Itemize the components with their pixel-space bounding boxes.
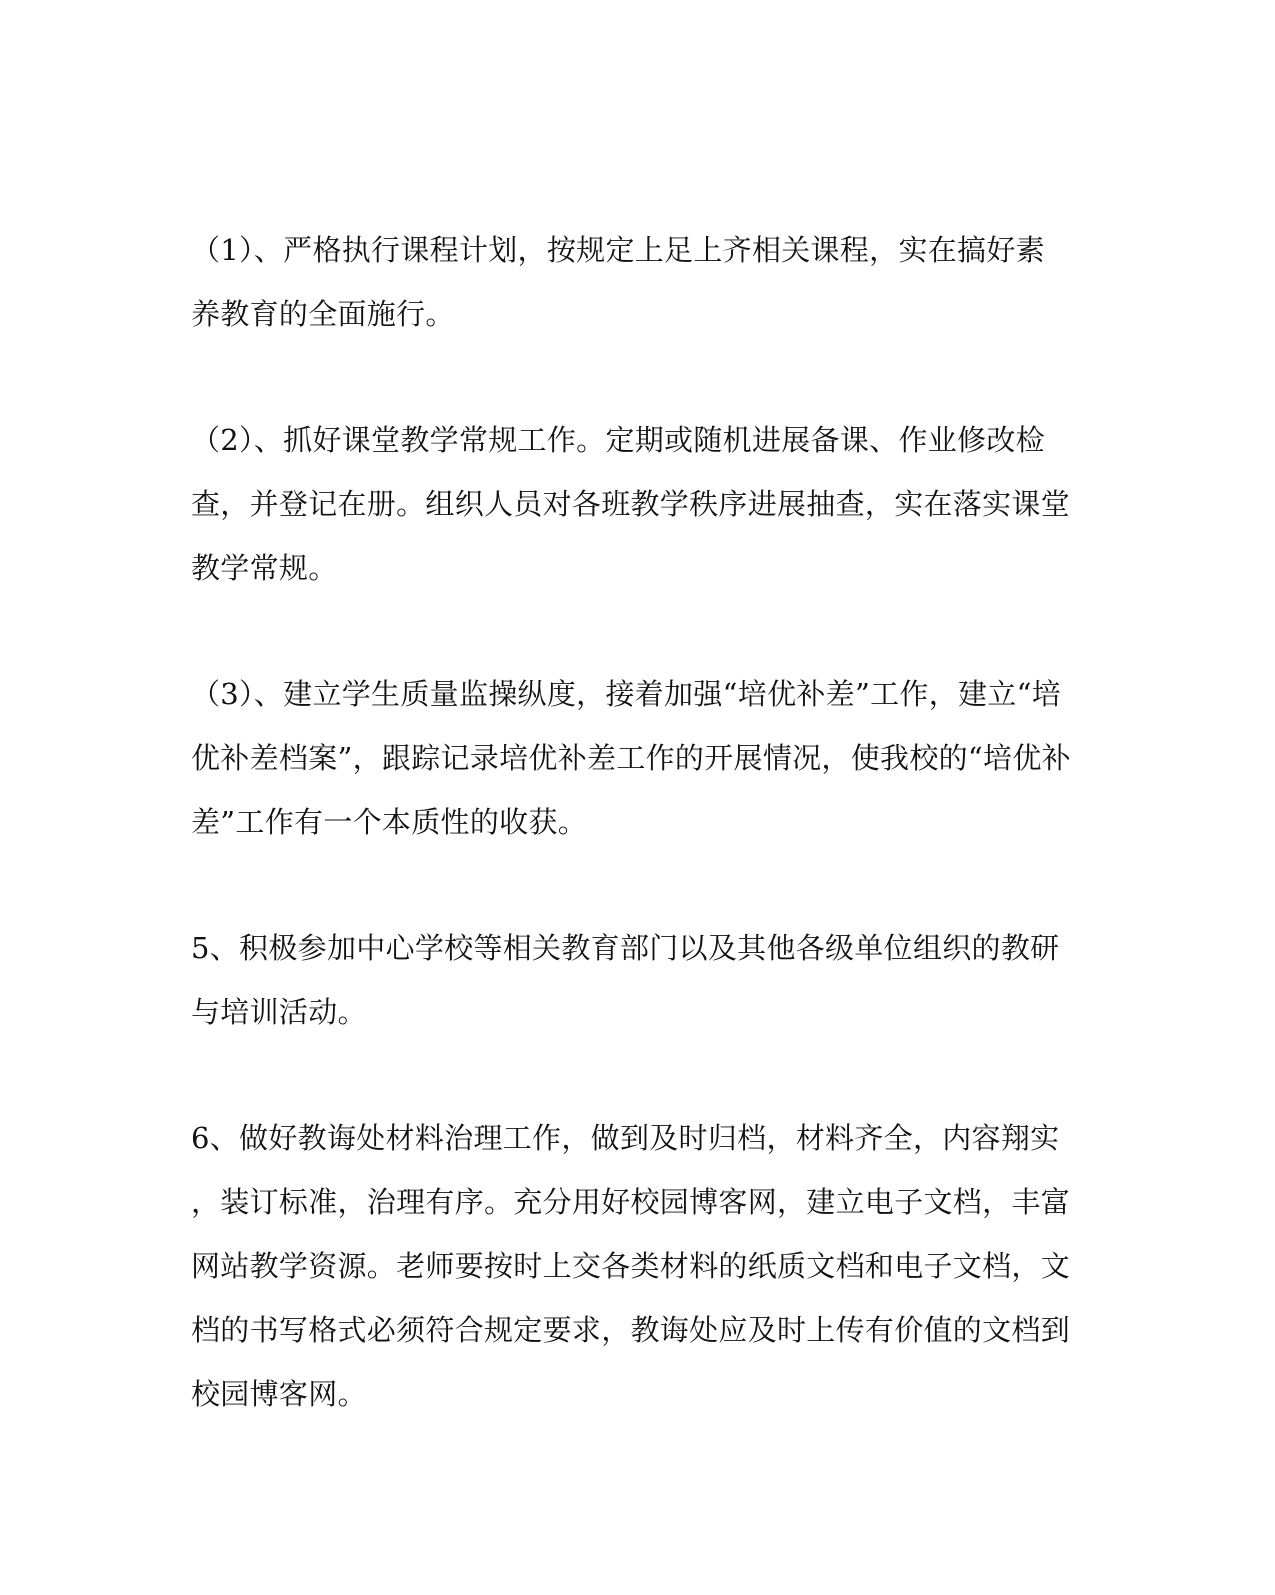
paragraph-line: 教学常规。 xyxy=(191,551,338,585)
paragraph-line: 查，并登记在册。组织人员对各班教学秩序进展抽查，实在落实课堂 xyxy=(191,487,1071,521)
paragraph-item-2 xyxy=(191,408,1071,600)
paragraph-item-1 xyxy=(191,218,1061,346)
paragraph-line: （2）、抓好课堂教学常规工作。定期或随机进展备课、作业修改检 xyxy=(191,423,1045,457)
paragraph-line: 6、做好教诲处材料治理工作，做到及时归档，材料齐全，内容翔实 xyxy=(191,1121,1060,1155)
paragraph-line: （3）、建立学生质量监操纵度，接着加强“培优补差”工作，建立“培 xyxy=(191,677,1062,711)
paragraph-line: 网站教学资源。老师要按时上交各类材料的纸质文档和电子文档，文 xyxy=(191,1249,1071,1283)
paragraph-item-6 xyxy=(191,1106,1071,1426)
paragraph-line: 与培训活动。 xyxy=(191,995,367,1029)
paragraph-line: ，装订标准，治理有序。充分用好校园博客网，建立电子文档，丰富 xyxy=(191,1185,1071,1219)
paragraph-line: 差”工作有一个本质性的收获。 xyxy=(191,805,588,839)
paragraph-item-5 xyxy=(191,916,1061,1044)
document-body xyxy=(191,218,1071,1488)
paragraph-item-3 xyxy=(191,662,1071,854)
paragraph-line: 优补差档案”，跟踪记录培优补差工作的开展情况，使我校的“培优补 xyxy=(191,741,1071,775)
paragraph-line: 5、积极参加中心学校等相关教育部门以及其他各级单位组织的教研 xyxy=(191,931,1060,965)
paragraph-line: 档的书写格式必须符合规定要求，教诲处应及时上传有价值的文档到 xyxy=(191,1313,1071,1347)
paragraph-line: 校园博客网。 xyxy=(191,1377,367,1411)
paragraph-line: （1）、严格执行课程计划，按规定上足上齐相关课程，实在搞好素 xyxy=(191,233,1045,267)
paragraph-line: 养教育的全面施行。 xyxy=(191,297,455,331)
